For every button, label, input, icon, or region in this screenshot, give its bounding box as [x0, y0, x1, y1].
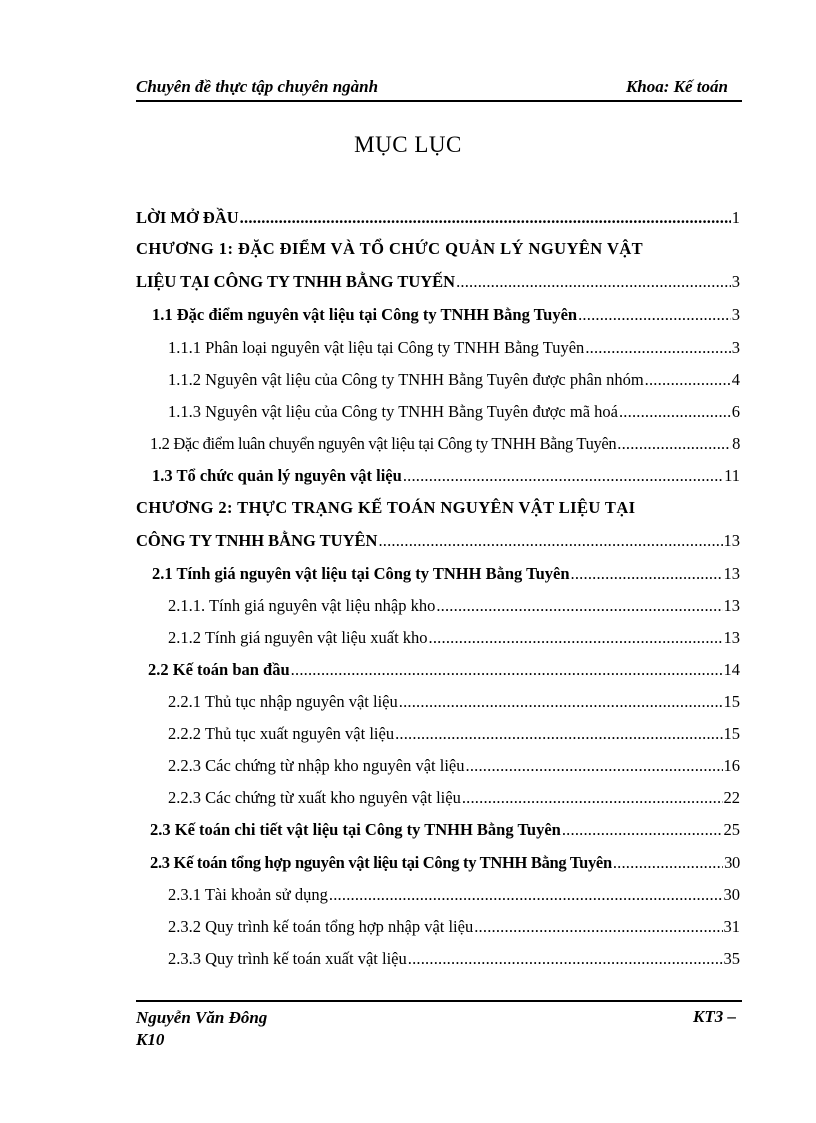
toc-leader: [613, 853, 723, 873]
toc-entry-1-1[interactable]: [152, 305, 740, 325]
toc-entry-text: CÔNG TY TNHH BẰNG TUYÊN: [136, 531, 378, 550]
toc-leader: [578, 305, 731, 325]
toc-entry-2-1[interactable]: [152, 564, 740, 584]
toc-leader: [378, 531, 722, 551]
toc-leader: [436, 596, 722, 616]
toc-entry-text: 1.2 Đặc điểm luân chuyển nguyên vật liệu tại Công ty TNHH Bằng Tuyên: [150, 434, 617, 453]
toc-entry-2-2-1[interactable]: [168, 692, 740, 712]
toc-leader: [645, 370, 731, 390]
toc-leader: [571, 564, 723, 584]
toc-page-number: 13: [723, 596, 740, 615]
toc-entry-text: 2.2.1 Thủ tục nhập nguyên vật liệu: [168, 692, 398, 711]
toc-page-number: 4: [731, 370, 740, 389]
toc-leader: [619, 402, 731, 422]
toc-page-number: 30: [723, 885, 740, 904]
toc-page-number: 15: [723, 724, 740, 743]
toc-page-number: 13: [723, 531, 740, 550]
header-department: Khoa: Kế toán: [625, 77, 728, 96]
toc-entry-text: 2.1.1. Tính giá nguyên vật liệu nhập kho: [168, 596, 436, 615]
toc-leader: [403, 466, 723, 486]
toc-entry-text: 2.2.3 Các chứng từ xuất kho nguyên vật liệu: [168, 788, 461, 807]
toc-leader: [617, 434, 731, 454]
toc-leader: [291, 660, 723, 680]
toc-leader: [466, 756, 723, 776]
toc-entry-1-1-1[interactable]: [168, 338, 740, 358]
toc-page-number: 30: [724, 853, 740, 872]
toc-page-number: 16: [723, 756, 740, 775]
footer-author-name: Nguyễn Văn Đông: [136, 1008, 268, 1027]
toc-entry-1-1-2[interactable]: [168, 370, 740, 390]
footer-class: KT3 –: [693, 1007, 736, 1026]
toc-entry-1-2[interactable]: [150, 434, 740, 454]
toc-entry-text: 2.3 Kế toán chi tiết vật liệu tại Công ty TNHH Bằng Tuyên: [150, 820, 561, 839]
toc-entry-2-2[interactable]: [148, 660, 740, 680]
toc-entry-2-2-3-export[interactable]: [168, 788, 740, 808]
toc-page-number: 35: [723, 949, 740, 968]
toc-entry-text: 2.1 Tính giá nguyên vật liệu tại Công ty TNHH Bằng Tuyên: [152, 564, 570, 583]
toc-entry-text: 2.3.3 Quy trình kế toán xuất vật liệu: [168, 949, 407, 968]
toc-entry-text: 1.3 Tổ chức quản lý nguyên vật liệu: [152, 466, 402, 485]
toc-leader: [474, 917, 722, 937]
toc-page-number: 15: [723, 692, 740, 711]
footer-author-code: K10: [136, 1030, 165, 1049]
toc-leader: [585, 338, 730, 358]
footer-author: [136, 1007, 267, 1051]
toc-leader: [456, 272, 731, 292]
toc-entry-text: 1.1.2 Nguyên vật liệu của Công ty TNHH Bằng Tuyên được phân nhóm: [168, 370, 644, 389]
toc-leader: [240, 208, 731, 228]
toc-page-number: 3: [731, 272, 740, 291]
toc-leader: [399, 692, 723, 712]
toc-entry-text: 1.1 Đặc điểm nguyên vật liệu tại Công ty TNHH Bằng Tuyên: [152, 305, 578, 324]
toc-chapter1-line1[interactable]: CHƯƠNG 1: ĐẶC ĐIỂM VÀ TỔ CHỨC QUẢN LÝ NGUYÊN VẬT: [136, 239, 644, 258]
toc-entry-2-3-detail[interactable]: [150, 820, 740, 840]
toc-entry-chapter1[interactable]: [136, 272, 740, 292]
toc-entry-2-1-1[interactable]: [168, 596, 740, 616]
toc-entry-text: 2.3.1 Tài khoản sử dụng: [168, 885, 328, 904]
toc-entry-text: 2.1.2 Tính giá nguyên vật liệu xuất kho: [168, 628, 428, 647]
toc-entry-intro[interactable]: [136, 208, 740, 228]
page-title: MỤC LỤC: [354, 132, 462, 157]
toc-entry-text: 2.3 Kế toán tổng hợp nguyên vật liệu tại Công ty TNHH Bằng Tuyên: [150, 853, 612, 872]
toc-leader: [408, 949, 723, 969]
toc-entry-2-3-general[interactable]: [150, 853, 740, 873]
toc-entry-2-3-1[interactable]: [168, 885, 740, 905]
toc-page-number: 8: [732, 434, 740, 453]
toc-leader: [429, 628, 723, 648]
toc-entry-1-1-3[interactable]: [168, 402, 740, 422]
toc-entry-text: 2.2.2 Thủ tục xuất nguyên vật liệu: [168, 724, 395, 743]
toc-entry-text: LIỆU TẠI CÔNG TY TNHH BẰNG TUYẾN: [136, 272, 456, 291]
toc-page-number: 25: [723, 820, 740, 839]
toc-entry-text: 1.1.1 Phân loại nguyên vật liệu tại Công ty TNHH Bằng Tuyên: [168, 338, 585, 357]
toc-leader: [462, 788, 723, 808]
toc-chapter2-line1[interactable]: CHƯƠNG 2: THỰC TRẠNG KẾ TOÁN NGUYÊN VẬT LIỆU TẠI: [136, 498, 636, 517]
page-footer: [136, 1000, 742, 1049]
toc-page-number: 13: [723, 564, 740, 583]
toc-page-number: 13: [723, 628, 740, 647]
toc-page-number: 22: [723, 788, 740, 807]
toc-leader: [329, 885, 723, 905]
toc-leader: [562, 820, 723, 840]
toc-page-number: 3: [731, 338, 740, 357]
toc-page-number: 6: [731, 402, 740, 421]
toc-entry-1-3[interactable]: [152, 466, 740, 486]
toc-page-number: 14: [723, 660, 740, 679]
toc-entry-2-3-3[interactable]: [168, 949, 740, 969]
toc-entry-chapter2[interactable]: [136, 531, 740, 551]
toc-page-number: 31: [723, 917, 740, 936]
toc-page-number: 1: [731, 208, 740, 227]
toc-entry-text: LỜI MỞ ĐẦU: [136, 208, 239, 227]
toc-entry-text: 2.2.3 Các chứng từ nhập kho nguyên vật liệu: [168, 756, 465, 775]
toc-page-number: 11: [724, 466, 740, 485]
toc-entry-text: 2.3.2 Quy trình kế toán tổng hợp nhập vật liệu: [168, 917, 474, 936]
toc-entry-2-3-2[interactable]: [168, 917, 740, 937]
toc-leader: [395, 724, 722, 744]
toc-entry-2-2-3-import[interactable]: [168, 756, 740, 776]
toc-entry-2-2-2[interactable]: [168, 724, 740, 744]
toc-page-number: 3: [731, 305, 740, 324]
header-course: Chuyên đề thực tập chuyên ngành: [136, 77, 379, 96]
toc-entry-text: 2.2 Kế toán ban đầu: [148, 660, 290, 679]
toc-entry-2-1-2[interactable]: [168, 628, 740, 648]
toc-entry-text: 1.1.3 Nguyên vật liệu của Công ty TNHH Bằng Tuyên được mã hoá: [168, 402, 618, 421]
